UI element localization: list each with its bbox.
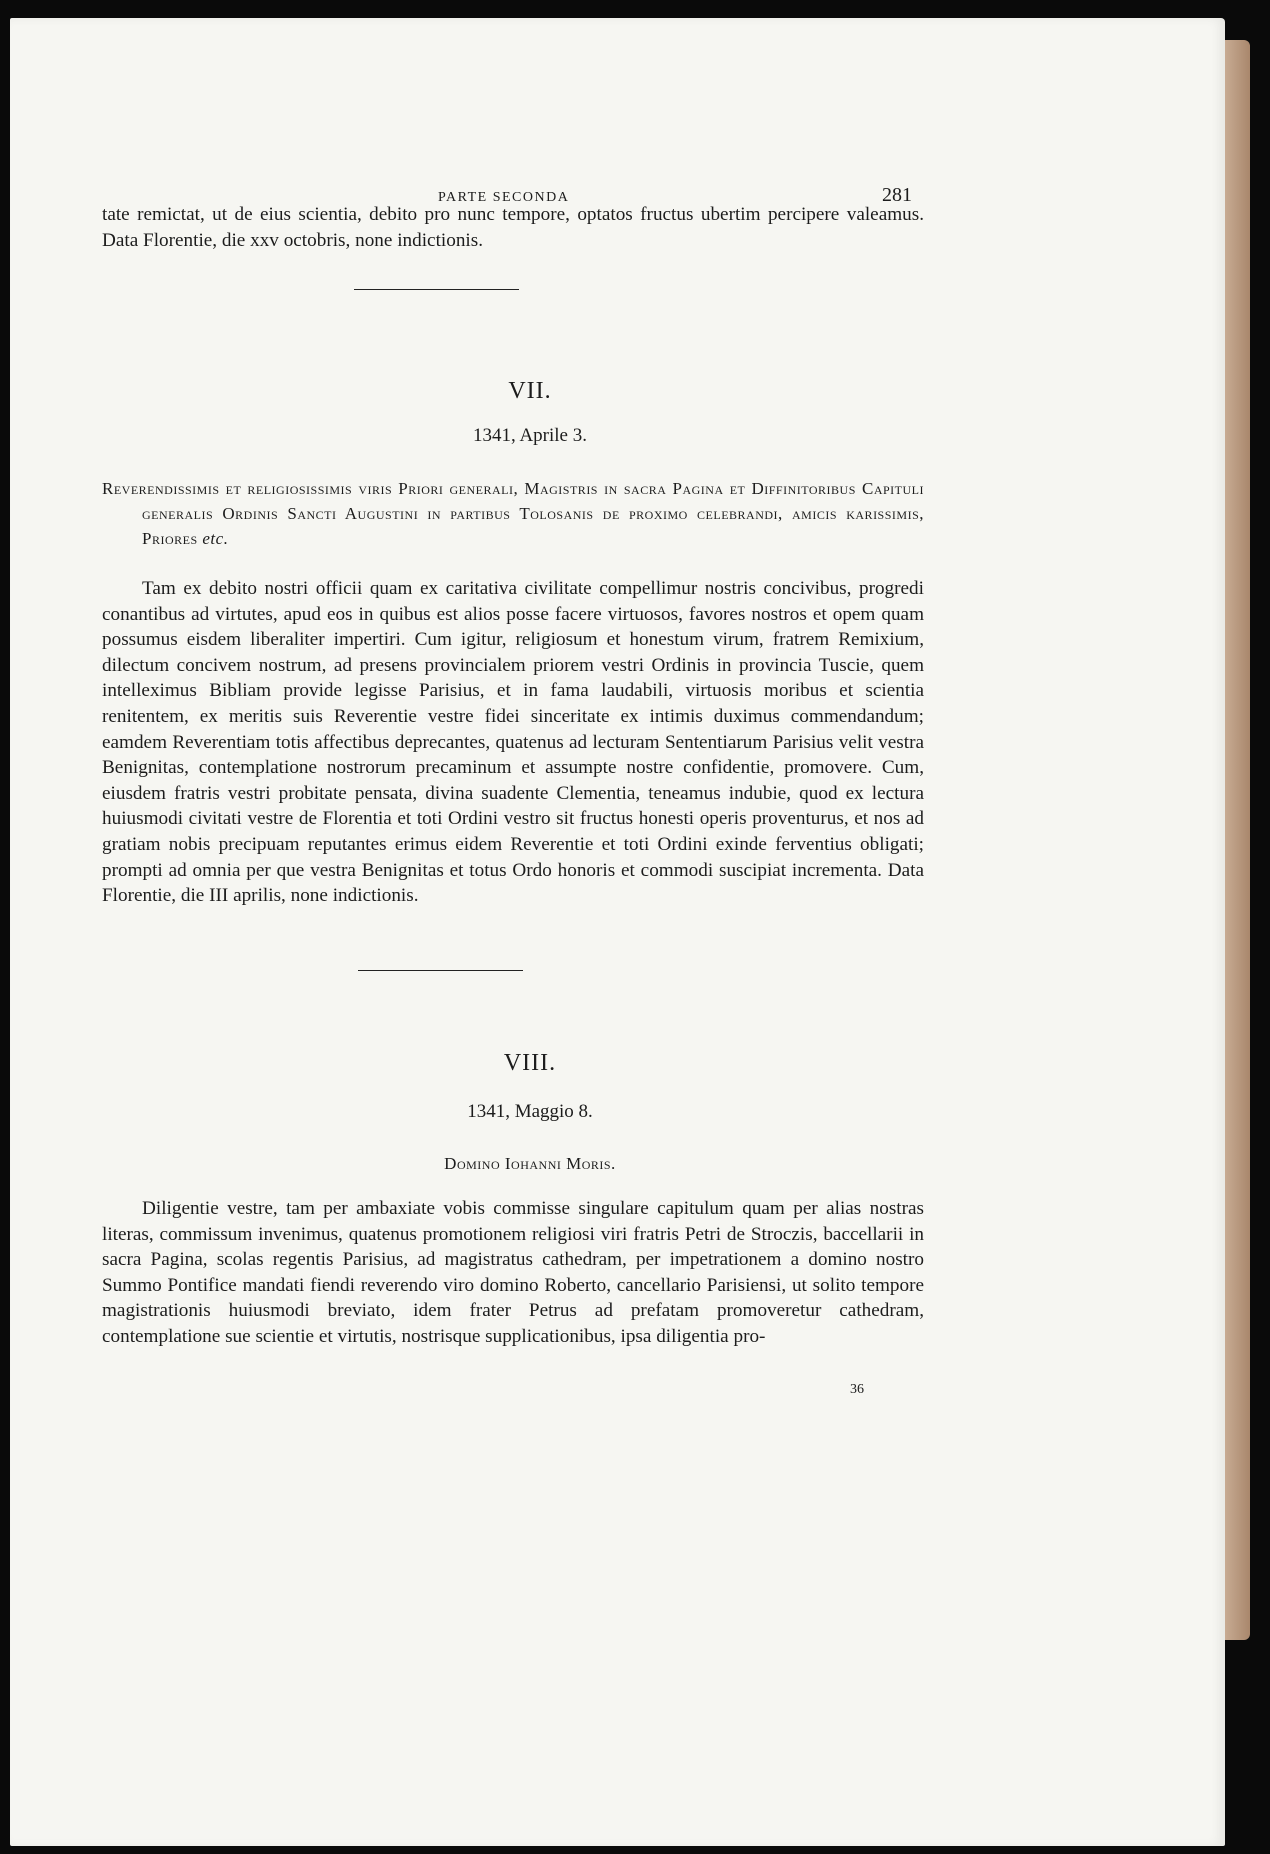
book-page	[10, 18, 1225, 1846]
letter-viii-body-text: Diligentie vestre, tam per ambaxiate vobis commisse singulare capitulum quam per alias nostras literas, commissum invenimus, quatenus promotionem religiosi viri fratris Petri de Stroczis, baccellarii in sacra Pagina, scolas regentis Parisius, ad magistratus cathedram, per impetrationem a domino nostro Summo Pontifice mandati fiendi reverendo viro domino Roberto, cancellario Parisiensi, ut solito tempore magistrationis huiusmodi breviato, idem frater Petrus ad prefatam promoveretur cathedram, contemplatione sue scientie et virtutis, nostrisque supplicationibus, ipsa diligentia pro-	[102, 1198, 924, 1347]
section-divider	[358, 970, 523, 971]
running-head-title: PARTE SECONDA	[438, 190, 570, 205]
letter-vii-date: 1341, Aprile 3.	[473, 425, 587, 446]
letter-viii-addressee: Domino Iohanni Moris.	[444, 1154, 616, 1173]
letter-vii-number: VII.	[508, 378, 552, 404]
letter-viii-number: VIII.	[503, 1050, 557, 1076]
letter-viii-date: 1341, Maggio 8.	[467, 1101, 593, 1122]
signature-mark: 36	[850, 1382, 864, 1397]
letter-vii-body	[102, 576, 924, 909]
letter-vii-address-etc: etc.	[202, 529, 229, 548]
letter-vii-address	[102, 476, 924, 551]
page-number: 281	[882, 184, 912, 206]
letter-vii-address-text: Reverendissimis et religiosissimis viris Priori generali, Magistris in sacra Pagina et Diffinitoribus Capituli generalis Ordinis Sancti Augustini in partibus Tolosanis de proximo celebrandi, amicis karissimis, Priores	[102, 479, 924, 548]
section-divider	[354, 289, 519, 290]
continuation-text: tate remictat, ut de eius scientia, debito pro nunc tempore, optatos fructus ubertim percipere valeamus. Data Florentie, die xxv octobris, none indictionis.	[102, 204, 924, 251]
letter-vii-body-text: Tam ex debito nostri officii quam ex caritativa civilitate compellimur nostris concivibus, progredi conantibus ad virtutes, apud eos in quibus est alios posse facere virtuosos, favores nostros et opem quam possumus eisdem liberaliter impertiri. Cum igitur, religiosum et honestum virum, fratrem Remixium, dilectum concivem nostrum, ad presens provincialem priorem vestri Ordinis in provincia Tuscie, quem intelleximus Bibliam provide legisse Parisius, et in fama laudabili, virtuosis moribus et scientia renitentem, ex meritis suis Reverentie vestre fidei sinceritate ex intimis duximus commendandum; eamdem Reverentiam totis affectibus deprecantes, quatenus ad lecturam Sententiarum Parisius velit vestra Benignitas, contemplatione nostrorum precaminum et assumpte nostre confidentie, promovere. Cum, eiusdem fratris vestri probitate pensata, divina suadente Clementia, teneamus indubie, quod ex lectura huiusmodi civitati vestre de Florentia et toti Ordini vestro sit fructus honesti operis proventurus, et nos ad gratiam nobis precipuam reputantes erimus eidem Reverentie et toti Ordini exinde ferventius obligati; prompti ad omnia per que vestra Benignitas et totus Ordo honoris et commodi suscipiat incrementa. Data Florentie, die III aprilis, none indictionis.	[102, 578, 924, 907]
continuation-paragraph	[102, 202, 924, 253]
letter-viii-body	[102, 1196, 924, 1350]
letter-vii-address-block	[102, 476, 924, 551]
